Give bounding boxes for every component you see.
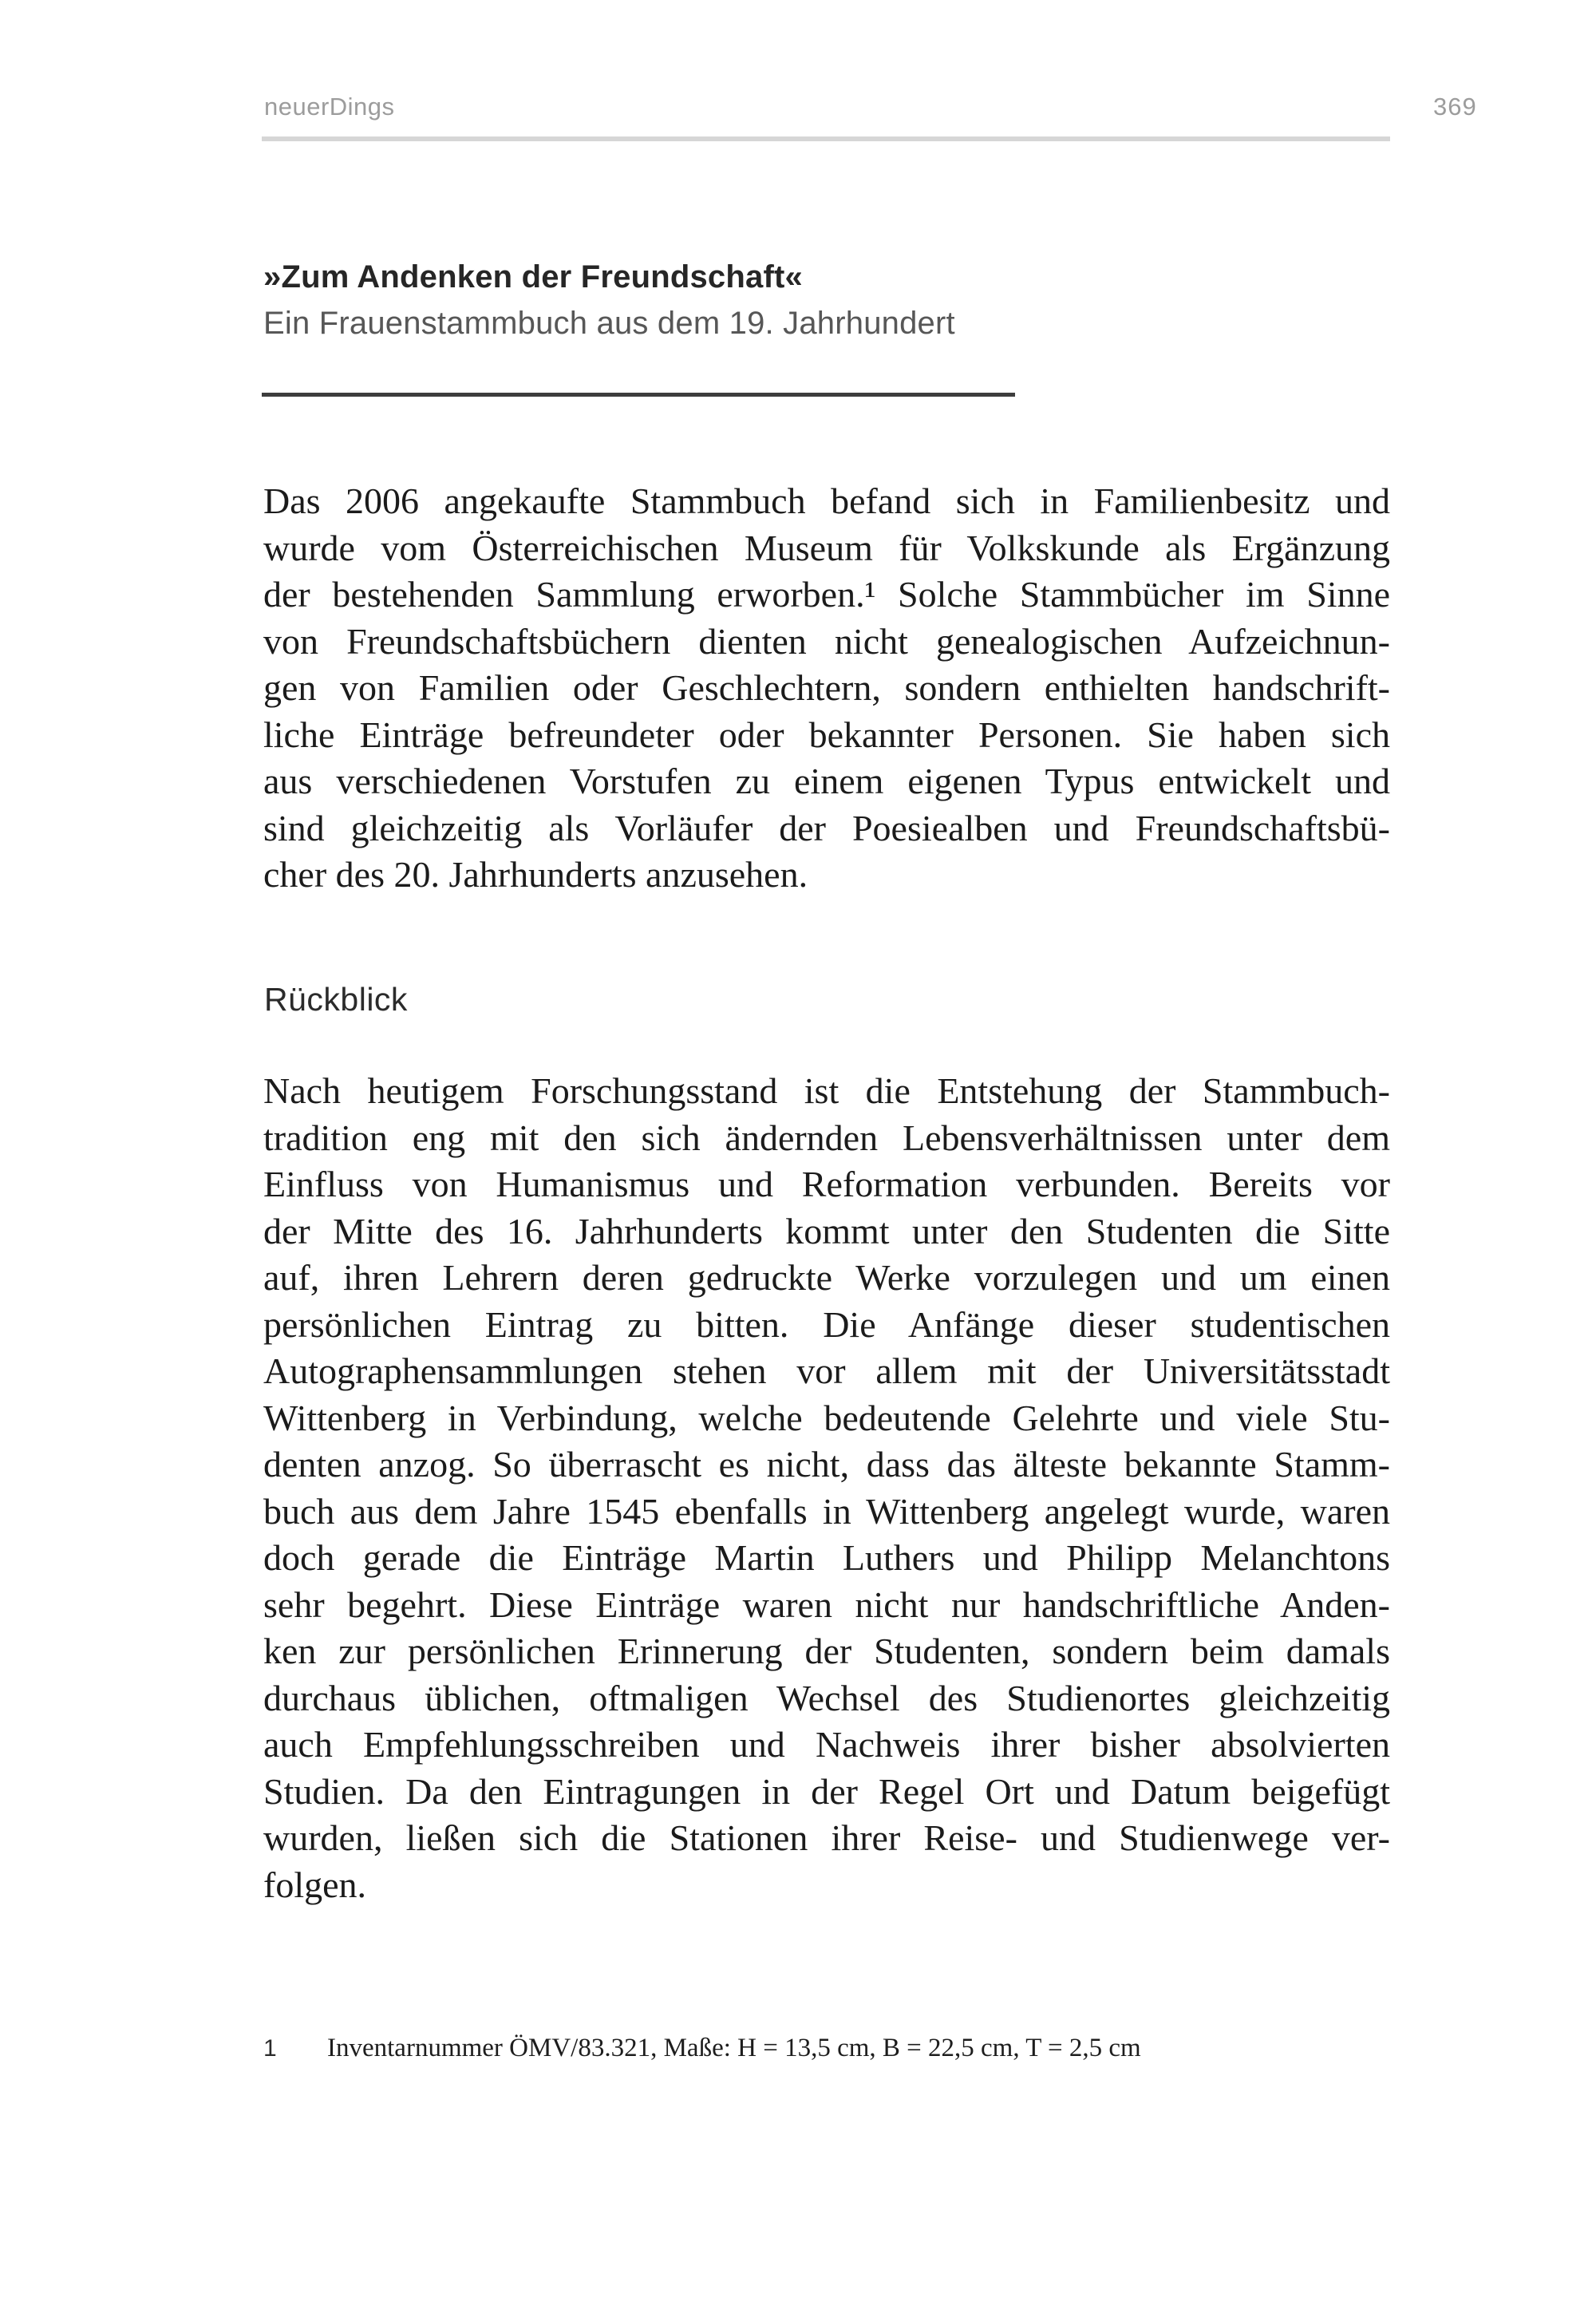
text-line: Studien. Da den Eintragungen in der Regel Ort und Datum beigefügt [263, 1770, 1390, 1812]
text-line: Einfluss von Humanismus und Reformation verbunden. Bereits vor [263, 1164, 1390, 1204]
page-number: 369 [1433, 93, 1477, 121]
journal-name: neuerDings [264, 93, 395, 121]
title-rule [262, 393, 1015, 397]
paragraph-rueckblick [263, 1068, 1390, 1908]
footnote-text: Inventarnummer ÖMV/83.321, Maße: H = 13,5 cm, B = 22,5 cm, T = 2,5 cm [327, 2034, 1141, 2062]
text-line: wurde vom Österreichischen Museum für Volkskunde als Ergänzung [263, 527, 1390, 568]
text-line: sehr begehrt. Diese Einträge waren nicht nur handschriftliche Anden- [263, 1583, 1390, 1625]
text-line: wurden, ließen sich die Stationen ihrer Reise- und Studienwege ver- [263, 1817, 1390, 1858]
paragraph-intro [263, 478, 1390, 899]
text-line: der Mitte des 16. Jahrhunderts kommt unter den Studenten die Sitte [263, 1210, 1390, 1251]
text-line: Das 2006 angekaufte Stammbuch befand sich in Familienbesitz und [263, 480, 1390, 521]
text-line: gen von Familien oder Geschlechtern, sondern enthielten handschrift- [263, 667, 1390, 708]
article-title: »Zum Andenken der Freundschaft« [263, 259, 803, 295]
text-line: der bestehenden Sammlung erworben.¹ Solche Stammbücher im Sinne [263, 574, 1390, 615]
text-line: liche Einträge befreundeter oder bekannter Personen. Sie haben sich [263, 714, 1390, 755]
text-line: auch Empfehlungsschreiben und Nachweis ihrer bisher absolvierten [263, 1724, 1390, 1765]
text-line: folgen. [263, 1864, 367, 1905]
text-line: persönlichen Eintrag zu bitten. Die Anfänge dieser studentischen [263, 1303, 1390, 1345]
text-line: tradition eng mit den sich ändernden Lebensverhältnissen unter dem [263, 1117, 1390, 1158]
text-line: Autographensammlungen stehen vor allem mit der Universitätsstadt [263, 1350, 1390, 1391]
text-line: ken zur persönlichen Erinnerung der Studenten, sondern beim damals [263, 1631, 1390, 1671]
text-line: denten anzog. So überrascht es nicht, dass das älteste bekannte Stamm- [263, 1444, 1390, 1485]
text-line: cher des 20. Jahrhunderts anzusehen. [263, 854, 808, 895]
header-rule [262, 136, 1390, 141]
footnote [263, 2032, 1390, 2064]
text-line: von Freundschaftsbüchern dienten nicht genealogischen Aufzeichnun- [263, 620, 1390, 662]
text-line: aus verschiedenen Vorstufen zu einem eigenen Typus entwickelt und [263, 761, 1390, 801]
text-line: Nach heutigem Forschungsstand ist die Entstehung der Stammbuch- [263, 1070, 1390, 1111]
text-line: sind gleichzeitig als Vorläufer der Poesiealben und Freundschaftsbü- [263, 807, 1390, 848]
article-subtitle: Ein Frauenstammbuch aus dem 19. Jahrhundert [263, 306, 955, 341]
text-line: buch aus dem Jahre 1545 ebenfalls in Wittenberg angelegt wurde, waren [263, 1490, 1390, 1532]
text-line: Wittenberg in Verbindung, welche bedeutende Gelehrte und viele Stu- [263, 1397, 1390, 1438]
text-line: auf, ihren Lehrern deren gedruckte Werke vorzulegen und um einen [263, 1257, 1390, 1298]
section-heading-rueckblick: Rückblick [264, 981, 408, 1018]
footnote-marker: 1 [263, 2035, 277, 2062]
text-line: durchaus üblichen, oftmaligen Wechsel des Studienortes gleichzeitig [263, 1677, 1390, 1718]
text-line: doch gerade die Einträge Martin Luthers und Philipp Melanchtons [263, 1537, 1390, 1578]
